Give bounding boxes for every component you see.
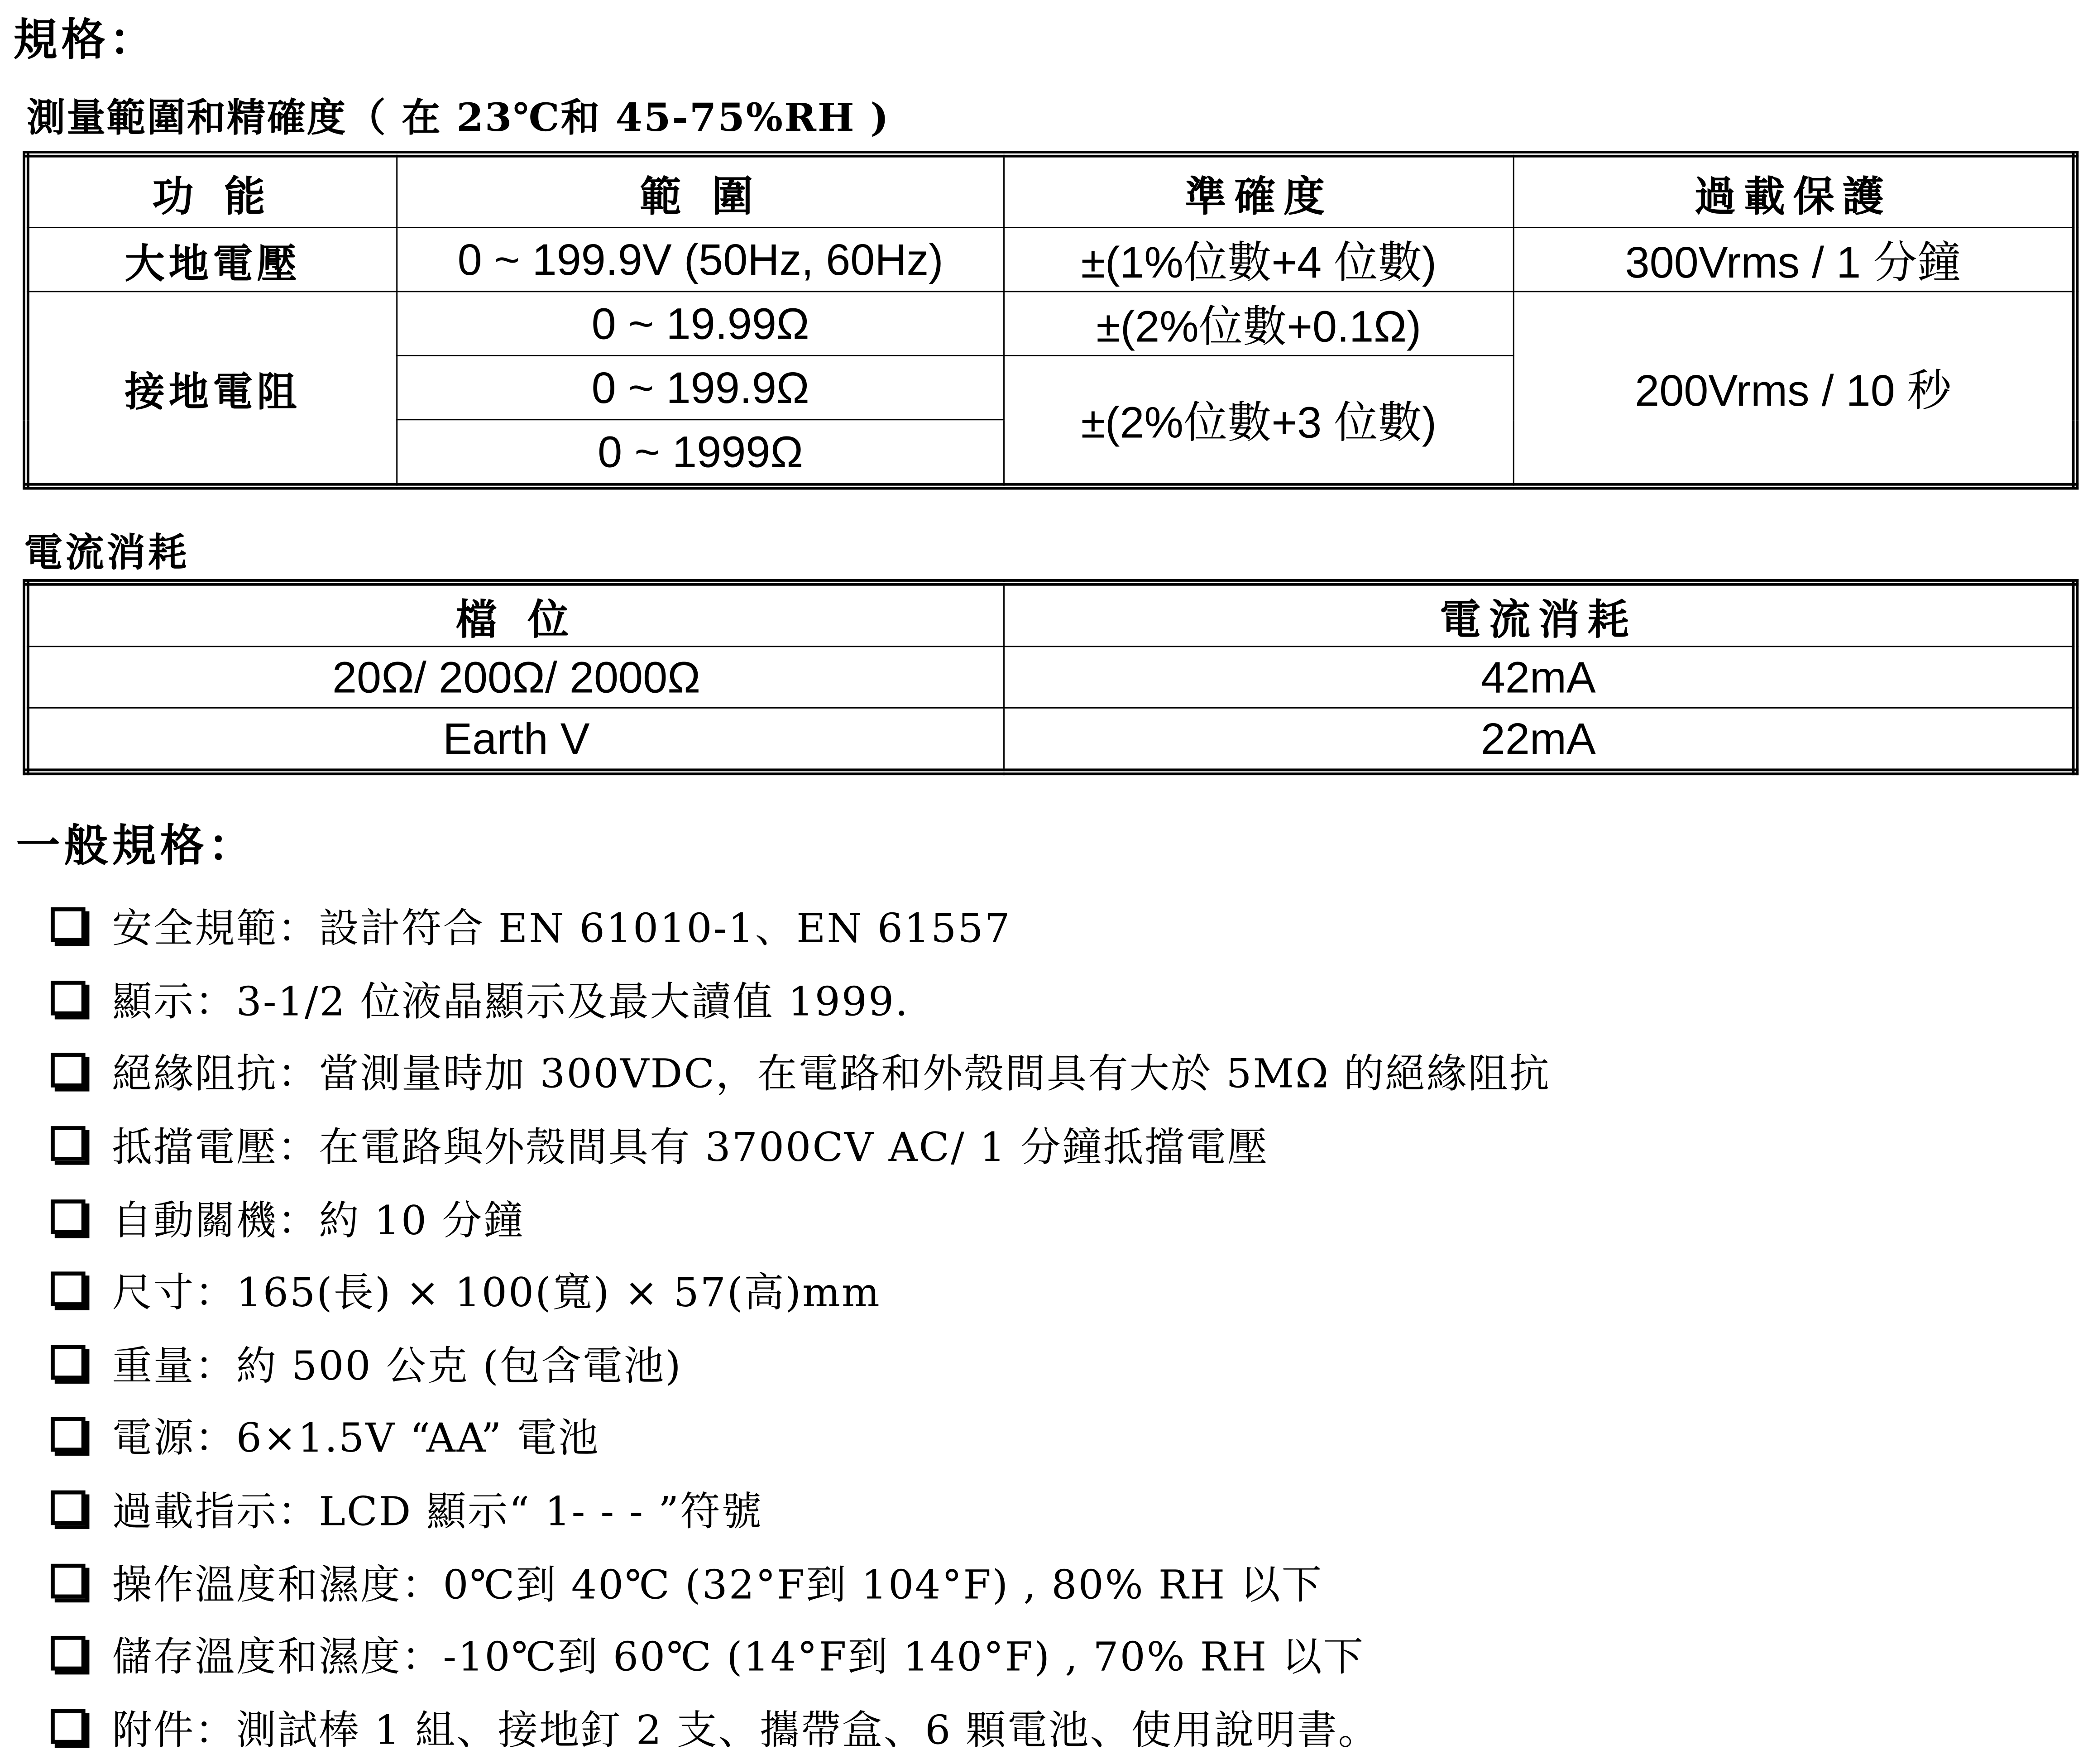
checkbox-bullet-icon <box>51 1418 86 1452</box>
table-header-row <box>26 154 2075 227</box>
function-cell: 大地電壓 <box>26 227 397 291</box>
spec-text: 自動關機：約 10 分鐘 <box>112 1198 525 1245</box>
spec-text: 過載指示：LCD 顯示“ 1- - - ”符號 <box>112 1489 763 1536</box>
table-row <box>26 227 2075 291</box>
header-range: 檔 位 <box>26 582 1004 646</box>
checkbox-bullet-icon <box>51 1563 86 1598</box>
spec-text: 安全規範：設計符合 EN 61010-1、EN 61557 <box>112 906 1011 953</box>
page-title: 規格： <box>13 13 158 66</box>
protection-cell: 200Vrms / 10 秒 <box>1513 292 2075 486</box>
list-item <box>51 1690 1551 1763</box>
checkbox-bullet-icon <box>51 1272 86 1307</box>
spec-text: 電源：6×1.5V “AA” 電池 <box>112 1416 600 1463</box>
function-cell: 接地電阻 <box>26 292 397 486</box>
range-cell: 0 ~ 199.9Ω <box>397 355 1004 419</box>
range-cell: 0 ~ 19.99Ω <box>397 292 1004 355</box>
table-header-row <box>26 582 2075 646</box>
range-cell: 0 ~ 1999Ω <box>397 420 1004 486</box>
list-item <box>51 1253 1551 1326</box>
checkbox-bullet-icon <box>51 908 86 943</box>
spec-text: 儲存溫度和濕度：-10℃到 60℃ (14°F到 140°F) , 70% RH 以下 <box>112 1635 1365 1682</box>
list-item <box>51 962 1551 1035</box>
protection-cell: 300Vrms / 1 分鐘 <box>1513 227 2075 291</box>
current-section-title: 電流消耗 <box>24 529 190 575</box>
header-current: 電流消耗 <box>1004 582 2075 646</box>
range-cell: Earth V <box>26 708 1004 772</box>
range-cell: 0 ~ 199.9V (50Hz, 60Hz) <box>397 227 1004 291</box>
accuracy-cell: ±(2%位數+3 位數) <box>1004 355 1514 486</box>
list-item <box>51 1617 1551 1690</box>
table-row <box>26 647 2075 708</box>
checkbox-bullet-icon <box>51 1709 86 1744</box>
header-protection: 過載保護 <box>1513 154 2075 227</box>
table-row <box>26 292 2075 355</box>
spec-text: 顯示：3-1/2 位液晶顯示及最大讀值 1999. <box>112 979 910 1026</box>
list-item <box>51 1180 1551 1253</box>
list-item <box>51 1544 1551 1617</box>
list-item <box>51 1399 1551 1472</box>
header-function: 功 能 <box>26 154 397 227</box>
checkbox-bullet-icon <box>51 1054 86 1088</box>
checkbox-bullet-icon <box>51 1636 86 1671</box>
list-item <box>51 1107 1551 1180</box>
accuracy-table <box>23 151 2078 490</box>
spec-text: 絕緣阻抗：當測量時加 300VDC，在電路和外殼間具有大於 5MΩ 的絕緣阻抗 <box>112 1052 1551 1099</box>
spec-text: 附件：測試棒 1 組、接地釘 2 支、攜帶盒、6 顆電池、使用說明書。 <box>112 1707 1379 1754</box>
spec-text: 操作溫度和濕度：0℃到 40℃ (32°F到 104°F) , 80% RH 以下 <box>112 1562 1323 1609</box>
list-item <box>51 1034 1551 1107</box>
accuracy-cell: ±(1%位數+4 位數) <box>1004 227 1514 291</box>
list-item <box>51 1472 1551 1544</box>
header-accuracy: 準確度 <box>1004 154 1514 227</box>
spec-text: 重量：約 500 公克 (包含電池) <box>112 1343 682 1390</box>
checkbox-bullet-icon <box>51 981 86 1016</box>
accuracy-section-title: 測量範圍和精確度（ 在 23℃和 45-75%RH ) <box>26 95 890 140</box>
current-table <box>23 579 2078 775</box>
checkbox-bullet-icon <box>51 1126 86 1161</box>
table-row <box>26 708 2075 772</box>
general-section-title: 一般規格： <box>16 819 256 872</box>
current-cell: 42mA <box>1004 647 2075 708</box>
range-cell: 20Ω/ 200Ω/ 2000Ω <box>26 647 1004 708</box>
general-spec-list <box>51 889 1551 1763</box>
list-item <box>51 1326 1551 1399</box>
spec-text: 尺寸：165(長) × 100(寬) × 57(高)mm <box>112 1270 881 1318</box>
header-range: 範 圍 <box>397 154 1004 227</box>
current-cell: 22mA <box>1004 708 2075 772</box>
checkbox-bullet-icon <box>51 1345 86 1380</box>
list-item <box>51 889 1551 962</box>
accuracy-cell: ±(2%位數+0.1Ω) <box>1004 292 1514 355</box>
checkbox-bullet-icon <box>51 1491 86 1525</box>
spec-text: 抵擋電壓：在電路與外殼間具有 3700CV AC/ 1 分鐘抵擋電壓 <box>112 1125 1269 1172</box>
checkbox-bullet-icon <box>51 1199 86 1234</box>
